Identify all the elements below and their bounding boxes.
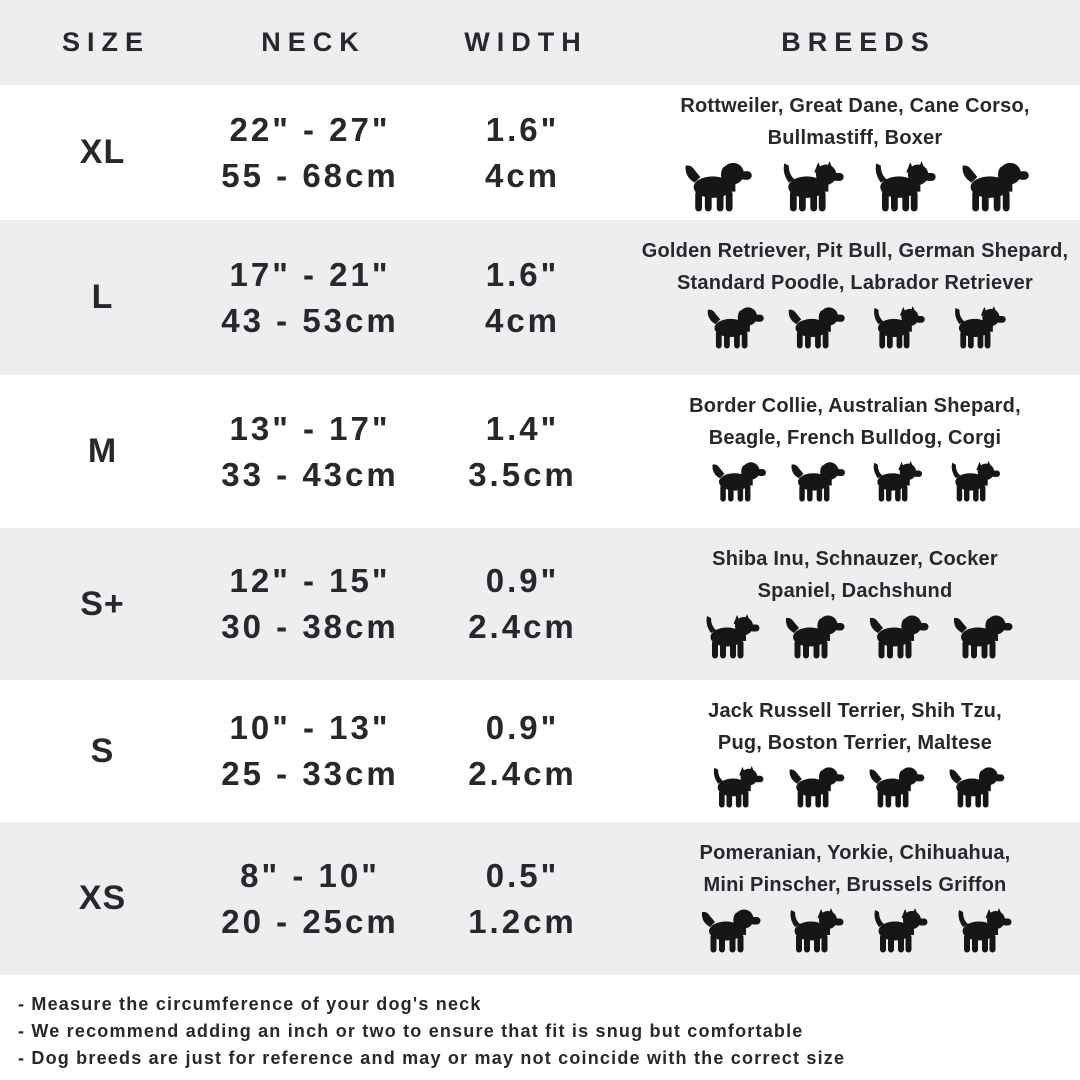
width-inches: 0.9" <box>485 709 560 746</box>
breed-list-line: Mini Pinscher, Brussels Griffon <box>703 874 1007 896</box>
neck-cm: 55 - 68cm <box>221 156 399 194</box>
width-cm: 2.4cm <box>468 608 577 645</box>
note-line: - Measure the circumference of your dog's neck <box>18 994 482 1014</box>
neck-inches: 22" - 27" <box>229 110 391 148</box>
dog-silhouettes <box>680 160 1029 212</box>
breed-list-line: Beagle, French Bulldog, Corgi <box>708 427 1002 449</box>
breeds-cell <box>630 375 1080 528</box>
neck-inches: 10" - 13" <box>229 709 391 746</box>
dog-silhouette-icon <box>680 160 752 212</box>
neck-cm: 43 - 53cm <box>221 301 399 339</box>
neck-cm: 20 - 25cm <box>221 902 399 940</box>
breed-list-line: Pug, Boston Terrier, Maltese <box>717 732 993 754</box>
header-breeds: BREEDS <box>781 27 936 57</box>
dog-silhouette-icon <box>949 613 1013 659</box>
neck-inches: 8" - 10" <box>240 856 380 894</box>
dog-silhouette-icon <box>773 160 845 212</box>
note-line: - Dog breeds are just for reference and may or may not coincide with the correct size <box>18 1048 846 1068</box>
size-label: S+ <box>80 584 125 623</box>
neck-cm: 33 - 43cm <box>221 455 399 493</box>
width-inches: 1.6" <box>485 255 560 293</box>
dog-silhouettes <box>697 613 1013 659</box>
breed-list-line: Pomeranian, Yorkie, Chihuahua, <box>699 842 1011 864</box>
breed-list-line: Jack Russell Terrier, Shih Tzu, <box>708 700 1002 722</box>
table-row-m <box>0 375 1080 528</box>
size-label: L <box>91 278 114 316</box>
note-line: - We recommend adding an inch or two to ensure that fit is snug but comfortable <box>18 1021 804 1041</box>
width-inches: 0.5" <box>485 856 560 894</box>
breeds-cell <box>630 680 1080 822</box>
size-label: XS <box>78 879 127 917</box>
dog-silhouette-icon <box>708 460 766 502</box>
footnotes <box>0 975 1080 1080</box>
table-row-s <box>0 680 1080 822</box>
table-header-row <box>0 0 1080 85</box>
neck-cm: 30 - 38cm <box>221 608 399 645</box>
neck-inches: 17" - 21" <box>229 255 391 293</box>
size-label: XL <box>79 133 126 171</box>
dog-silhouette-icon <box>697 907 761 953</box>
breed-list-line: Standard Poodle, Labrador Retriever <box>677 272 1033 294</box>
width-cm: 4cm <box>484 301 561 339</box>
dog-silhouette-icon <box>697 613 761 659</box>
header-size: SIZE <box>61 27 150 57</box>
table-row-s-plus <box>0 528 1080 680</box>
dog-silhouette-icon <box>781 613 845 659</box>
dog-silhouettes <box>708 460 1002 502</box>
dog-silhouette-icon <box>703 305 764 349</box>
dog-silhouettes <box>703 305 1008 349</box>
dog-silhouettes <box>705 765 1004 808</box>
breed-list-line: Bullmastiff, Boxer <box>767 127 943 149</box>
neck-inches: 13" - 17" <box>229 409 391 447</box>
width-cm: 3.5cm <box>468 455 577 493</box>
dog-silhouette-icon <box>865 160 937 212</box>
dog-silhouette-icon <box>865 460 923 502</box>
table-row-l <box>0 220 1080 375</box>
breeds-cell <box>630 822 1080 975</box>
neck-cm: 25 - 33cm <box>221 755 399 792</box>
size-label: S <box>90 731 115 770</box>
size-label: M <box>87 432 118 470</box>
dog-silhouette-icon <box>787 460 845 502</box>
width-cm: 1.2cm <box>468 902 577 940</box>
table-row-xl <box>0 85 1080 220</box>
width-inches: 1.6" <box>485 110 560 148</box>
header-neck: NECK <box>261 27 366 57</box>
dog-silhouette-icon <box>865 765 925 808</box>
breed-list-line: Spaniel, Dachshund <box>757 580 953 602</box>
width-inches: 1.4" <box>485 409 560 447</box>
dog-silhouette-icon <box>865 907 929 953</box>
dog-silhouette-icon <box>705 765 765 808</box>
breeds-cell <box>630 85 1080 220</box>
dog-silhouette-icon <box>945 765 1005 808</box>
dog-silhouette-icon <box>943 460 1001 502</box>
dog-silhouette-icon <box>784 305 845 349</box>
dog-silhouette-icon <box>949 907 1013 953</box>
width-cm: 4cm <box>484 156 561 194</box>
dog-silhouette-icon <box>865 305 926 349</box>
dog-silhouette-icon <box>946 305 1007 349</box>
breeds-cell <box>630 220 1080 375</box>
neck-inches: 12" - 15" <box>229 562 391 599</box>
breed-list-line: Shiba Inu, Schnauzer, Cocker <box>712 548 998 570</box>
dog-silhouette-icon <box>781 907 845 953</box>
breed-list-line: Rottweiler, Great Dane, Cane Corso, <box>680 95 1030 117</box>
dog-silhouette-icon <box>865 613 929 659</box>
dog-silhouettes <box>697 907 1013 953</box>
dog-silhouette-icon <box>785 765 845 808</box>
width-inches: 0.9" <box>485 562 560 599</box>
breeds-cell <box>630 528 1080 680</box>
width-cm: 2.4cm <box>468 755 577 792</box>
header-width: WIDTH <box>464 27 588 57</box>
breed-list-line: Golden Retriever, Pit Bull, German Shepard, <box>641 240 1069 262</box>
breed-list-line: Border Collie, Australian Shepard, <box>689 395 1021 417</box>
dog-silhouette-icon <box>957 160 1029 212</box>
table-row-xs <box>0 822 1080 975</box>
